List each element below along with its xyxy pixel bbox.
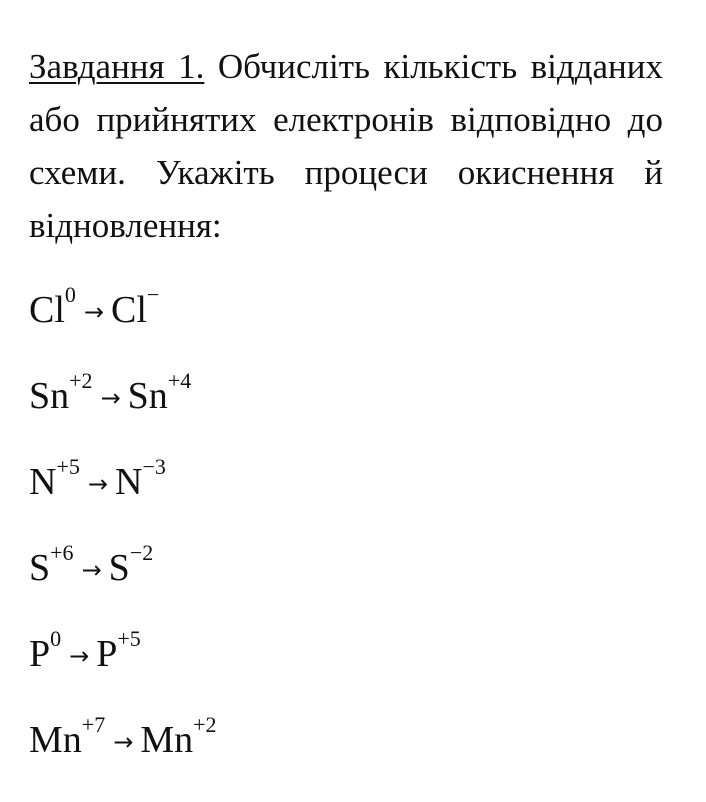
from-charge: 0 xyxy=(50,626,62,652)
to-element: N xyxy=(114,461,143,503)
to-charge: −2 xyxy=(129,540,154,566)
from-element: S xyxy=(29,547,51,589)
arrow-icon: → xyxy=(83,298,105,326)
from-charge: 0 xyxy=(64,282,76,308)
task-label: Завдання 1. xyxy=(29,47,205,86)
to-element: S xyxy=(108,547,130,589)
to-element: Sn xyxy=(127,375,168,417)
redox-scheme xyxy=(29,452,217,538)
from-charge: +6 xyxy=(50,540,74,566)
to-charge: − xyxy=(146,282,160,308)
from-charge: +7 xyxy=(81,712,106,738)
redox-scheme xyxy=(29,366,217,452)
arrow-icon: → xyxy=(100,384,121,412)
arrow-icon: → xyxy=(81,556,102,584)
from-charge: +2 xyxy=(69,368,93,394)
from-element: P xyxy=(29,633,51,675)
to-charge: +4 xyxy=(167,368,192,394)
to-charge: +5 xyxy=(117,626,141,652)
to-charge: +2 xyxy=(193,712,217,738)
to-element: Mn xyxy=(140,719,194,761)
to-charge: −3 xyxy=(142,454,166,480)
from-element: N xyxy=(29,461,57,503)
redox-scheme xyxy=(29,538,217,624)
redox-scheme xyxy=(29,710,217,796)
to-element: Cl xyxy=(111,289,147,331)
from-element: Cl xyxy=(29,289,65,331)
to-element: P xyxy=(96,633,118,675)
task-text: Обчисліть кількість відданих або прийнятих електронів відповідно до схеми. Укажіть процеси окиснення й відновлення: xyxy=(29,47,664,245)
task-statement xyxy=(29,40,663,252)
arrow-icon: → xyxy=(87,470,108,498)
arrow-icon: → xyxy=(69,642,90,670)
from-element: Mn xyxy=(29,719,82,761)
arrow-icon: → xyxy=(113,728,134,756)
redox-scheme xyxy=(29,280,217,366)
redox-scheme-list xyxy=(29,280,217,796)
from-charge: +5 xyxy=(56,454,80,480)
from-element: Sn xyxy=(29,375,70,417)
redox-scheme xyxy=(29,624,217,710)
